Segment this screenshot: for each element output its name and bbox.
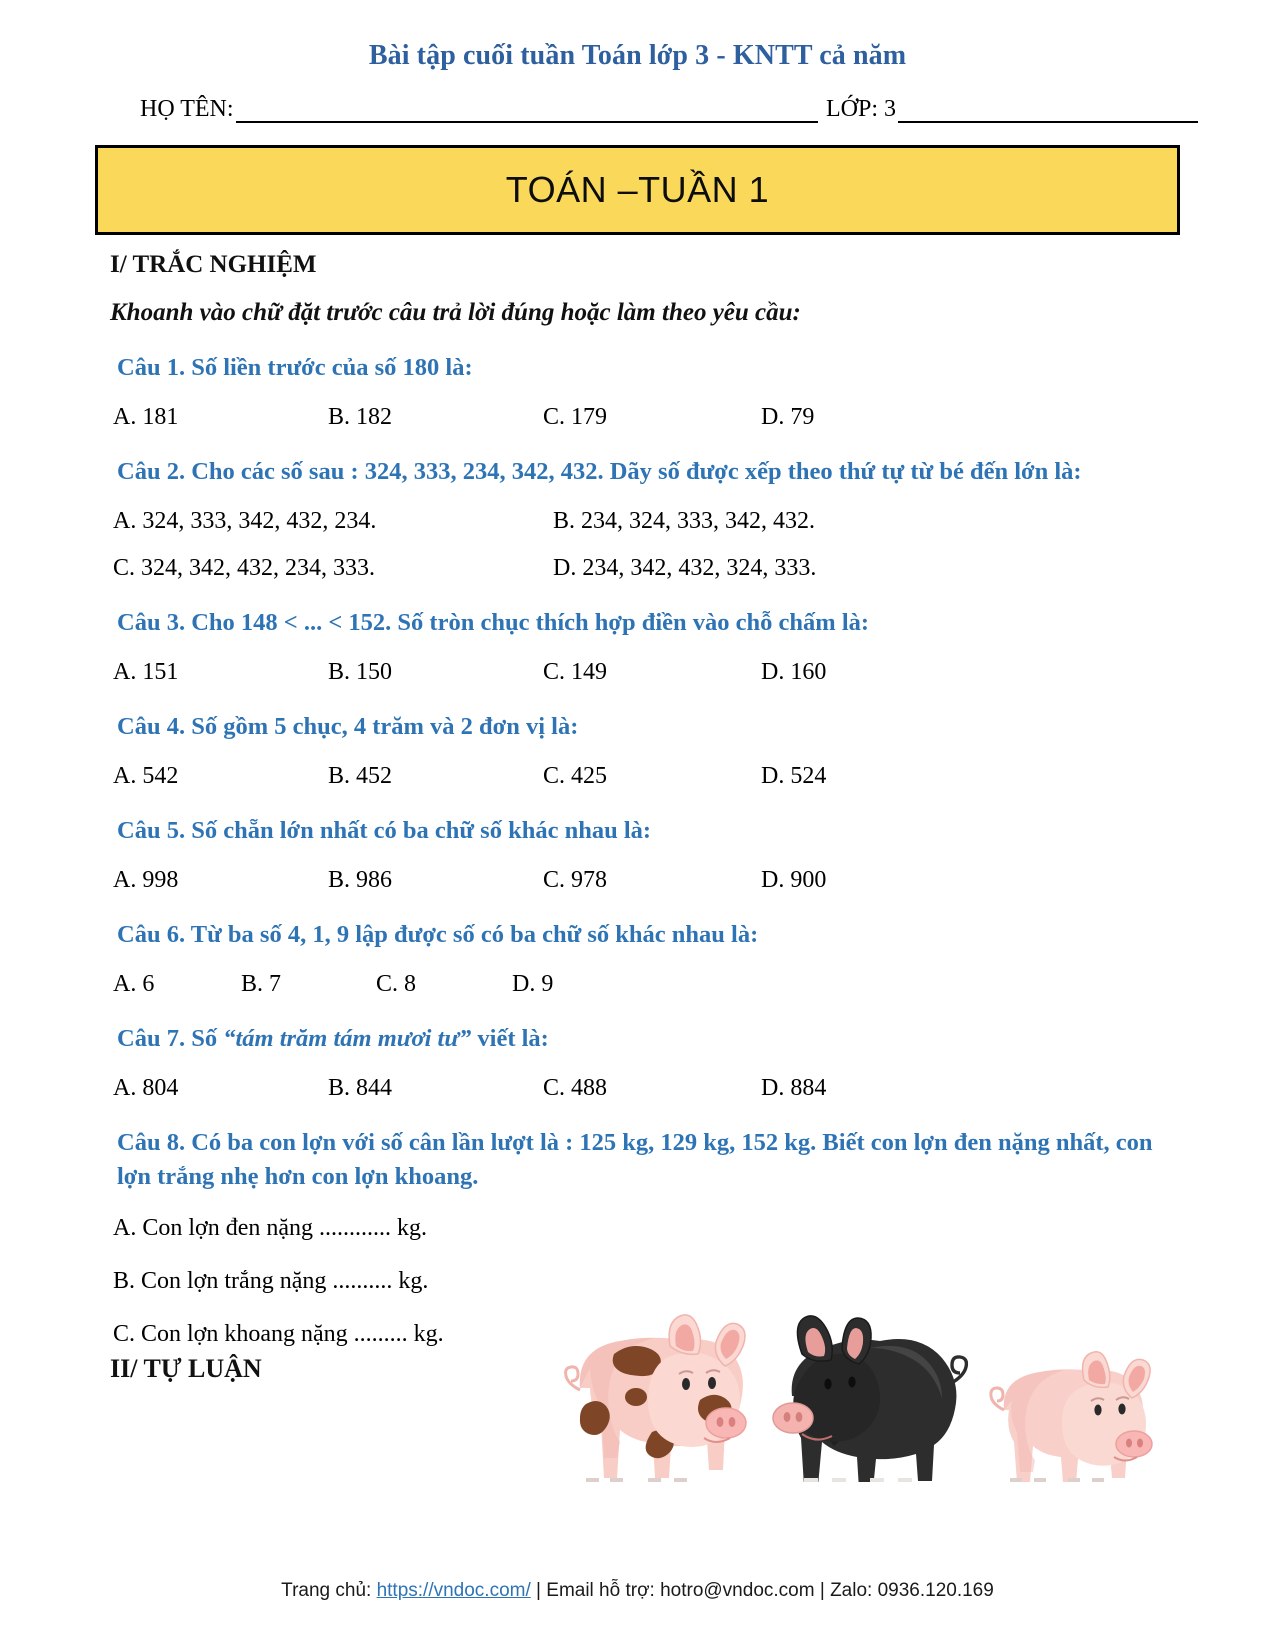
footer-prefix: Trang chủ:: [281, 1580, 377, 1601]
option-c[interactable]: C. 425: [543, 763, 608, 790]
question-4-options: [113, 763, 1180, 790]
question-3-options: [113, 659, 1180, 686]
pink-pig: [991, 1352, 1152, 1482]
footer-email: Email hỗ trợ: hotro@vndoc.com: [546, 1580, 815, 1601]
option-b[interactable]: B. 234, 324, 333, 342, 432.: [553, 508, 816, 535]
page-title: Bài tập cuối tuần Toán lớp 3 - KNTT cả năm: [368, 40, 907, 71]
option-c[interactable]: C. 149: [543, 659, 608, 686]
option-c[interactable]: C. 324, 342, 432, 234, 333.: [113, 555, 376, 582]
option-a[interactable]: A. 151: [113, 659, 179, 686]
option-a[interactable]: A. 6: [113, 971, 155, 998]
option-c[interactable]: C. 978: [543, 867, 608, 894]
question-1-options: [113, 404, 1180, 431]
option-d[interactable]: D. 524: [761, 763, 827, 790]
class-blank-line[interactable]: [898, 107, 1198, 123]
question-2-options-row-2: [113, 555, 1180, 582]
question-8-prompt: Câu 8. Có ba con lợn với số cân lần lượt là : 125 kg, 129 kg, 152 kg. Biết con lợn đen nặng nhất, con lợn trắng nhẹ hơn con lợn khoang.: [117, 1129, 1153, 1190]
option-b[interactable]: B. 150: [328, 659, 393, 686]
footer-separator-2: |: [814, 1580, 831, 1601]
option-a[interactable]: A. 804: [113, 1075, 179, 1102]
week-banner: [95, 145, 1180, 235]
question-5-options: [113, 867, 1180, 894]
footer-separator-1: |: [530, 1580, 547, 1601]
option-d[interactable]: D. 160: [761, 659, 827, 686]
vndoc-link[interactable]: https://vndoc.com/: [376, 1580, 531, 1601]
fill-line-c[interactable]: C. Con lợn khoang nặng ......... kg.: [113, 1320, 444, 1347]
question-3-prompt: Câu 3. Cho 148 < ... < 152. Số tròn chục thích hợp điền vào chỗ chấm là:: [117, 609, 870, 637]
question-7-prompt: [117, 1022, 1180, 1055]
option-a[interactable]: A. 324, 333, 342, 432, 234.: [113, 508, 377, 535]
option-d[interactable]: D. 884: [761, 1075, 827, 1102]
question-5-prompt: Câu 5. Số chẵn lớn nhất có ba chữ số khác nhau là:: [117, 817, 652, 845]
student-identity-row: [140, 96, 1200, 123]
question-7-prompt-before: Câu 7. Số: [117, 1025, 224, 1053]
option-d[interactable]: D. 79: [761, 404, 815, 431]
option-d[interactable]: D. 9: [512, 971, 554, 998]
black-pig: [773, 1316, 966, 1482]
option-a[interactable]: A. 181: [113, 404, 179, 431]
section-heading-trac-nghiem: I/ TRẮC NGHIỆM: [110, 251, 317, 278]
option-b[interactable]: B. 844: [328, 1075, 393, 1102]
option-d[interactable]: D. 900: [761, 867, 827, 894]
option-c[interactable]: C. 488: [543, 1075, 608, 1102]
question-7-options: [113, 1075, 1180, 1102]
option-b[interactable]: B. 986: [328, 867, 393, 894]
instruction-text: Khoanh vào chữ đặt trước câu trả lời đúng hoặc làm theo yêu cầu:: [110, 299, 801, 326]
name-blank-line[interactable]: [236, 107, 818, 123]
fill-line-b[interactable]: B. Con lợn trắng nặng .......... kg.: [113, 1267, 429, 1294]
footer-zalo: Zalo: 0936.120.169: [830, 1580, 994, 1601]
option-c[interactable]: C. 8: [376, 971, 417, 998]
question-6-prompt: Câu 6. Từ ba số 4, 1, 9 lập được số có ba chữ số khác nhau là:: [117, 921, 759, 949]
question-4-prompt: Câu 4. Số gồm 5 chục, 4 trăm và 2 đơn vị là:: [117, 713, 579, 741]
footer: [0, 1580, 1275, 1602]
class-label: LỚP: 3: [825, 96, 896, 122]
worksheet-body: [105, 251, 1180, 1384]
option-d[interactable]: D. 234, 342, 432, 324, 333.: [553, 555, 817, 582]
option-b[interactable]: B. 7: [241, 971, 282, 998]
banner-title: TOÁN –TUẦN 1: [505, 169, 770, 210]
spotted-pig: [566, 1315, 746, 1482]
option-a[interactable]: A. 542: [113, 763, 179, 790]
name-label: HỌ TÊN:: [140, 96, 234, 122]
option-c[interactable]: C. 179: [543, 404, 608, 431]
question-2-prompt: Câu 2. Cho các số sau : 324, 333, 234, 342, 432. Dãy số được xếp theo thứ tự từ bé đến lớn là:: [117, 458, 1082, 486]
section-heading-tu-luan: II/ TỰ LUẬN: [110, 1353, 262, 1383]
option-a[interactable]: A. 998: [113, 867, 179, 894]
option-b[interactable]: B. 182: [328, 404, 393, 431]
three-pigs-illustration: [540, 1292, 1170, 1482]
question-7-prompt-quote: “tám trăm tám mươi tư”: [223, 1025, 472, 1053]
question-1-prompt: Câu 1. Số liền trước của số 180 là:: [117, 354, 473, 381]
option-b[interactable]: B. 452: [328, 763, 393, 790]
fill-line-a[interactable]: A. Con lợn đen nặng ............ kg.: [113, 1214, 428, 1241]
question-7-prompt-after: viết là:: [471, 1025, 549, 1053]
question-2-options-row-1: [113, 508, 1180, 535]
question-6-options: [113, 971, 1180, 998]
